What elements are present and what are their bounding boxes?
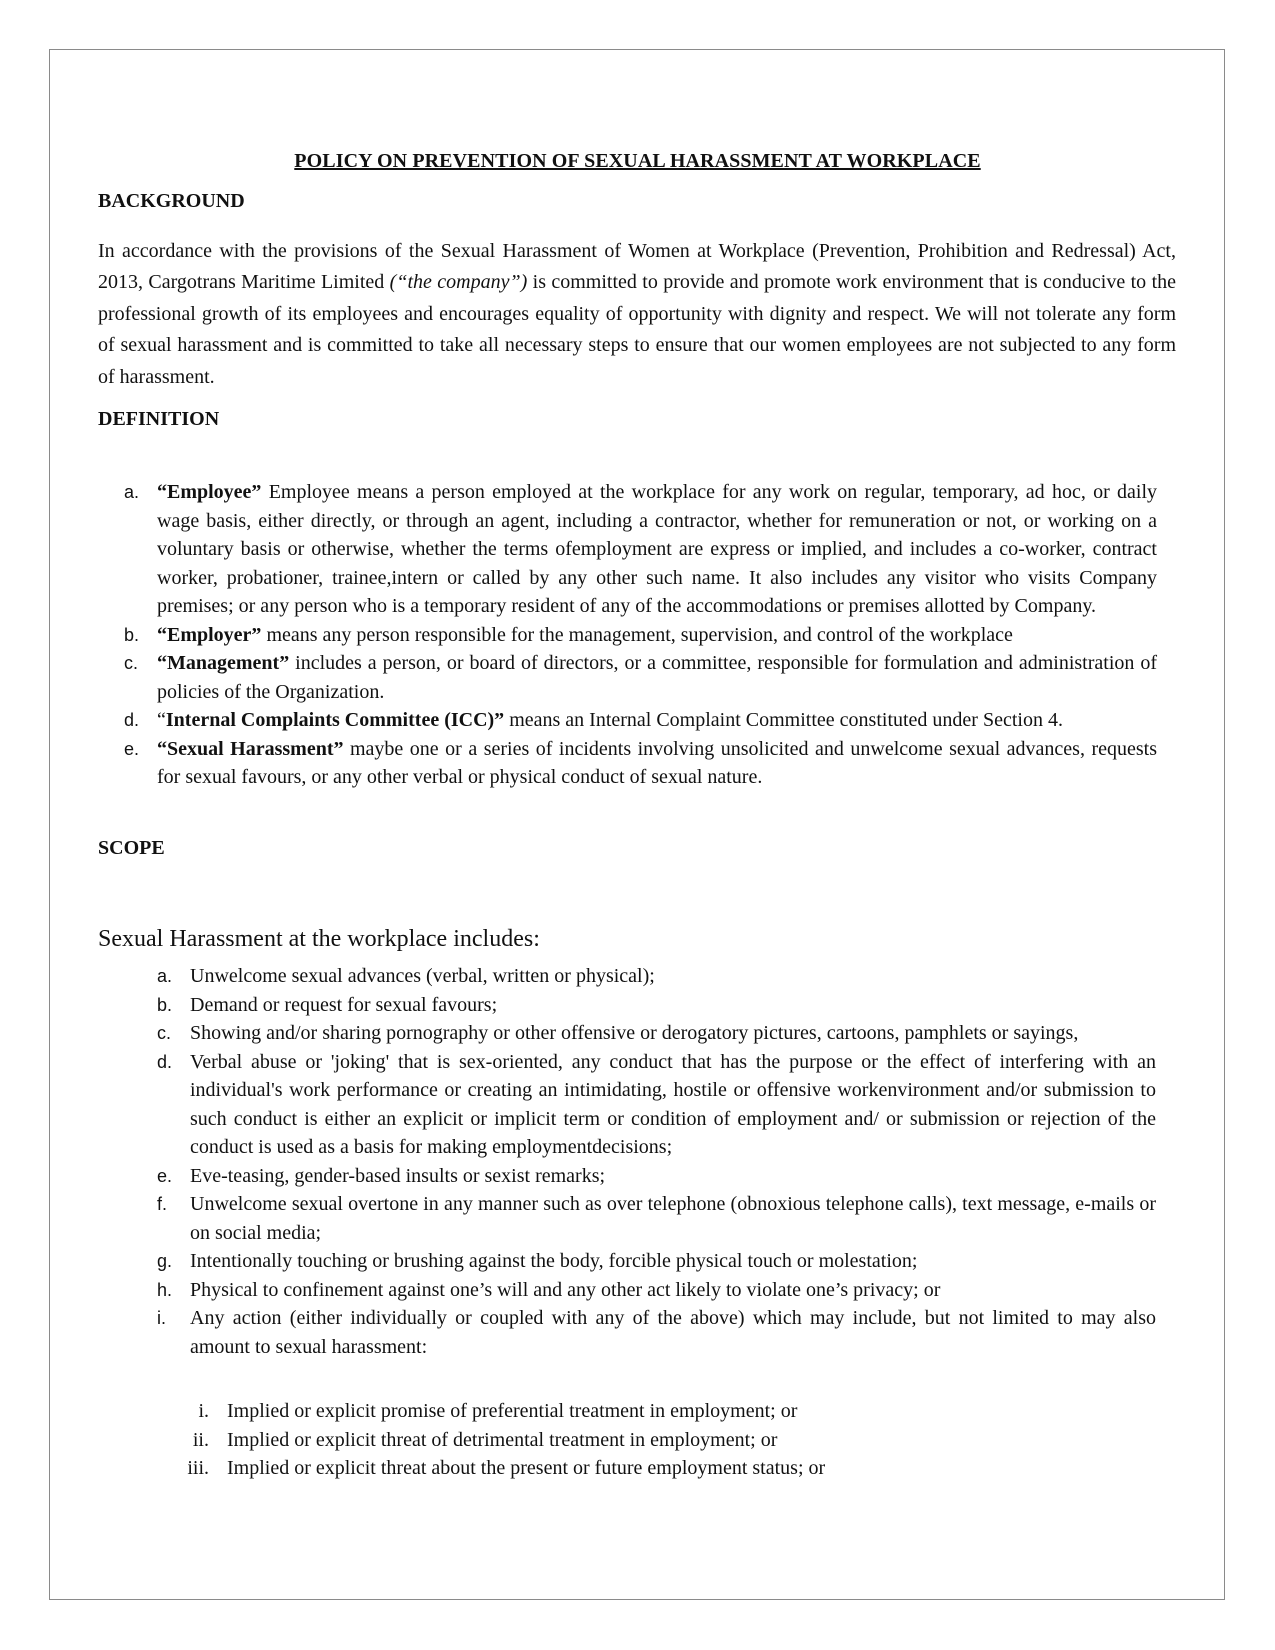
list-item-text: Demand or request for sexual favours; [190,993,498,1016]
definition-list [124,478,1157,792]
list-item [157,991,1156,1020]
list-marker: b. [157,994,173,1015]
list-marker: iii. [187,1457,209,1479]
sub-list-item [198,1397,1157,1426]
definition-item-icc [124,706,1157,735]
term: “Management” [157,652,290,674]
list-item [157,1162,1156,1191]
background-paragraph [98,236,1176,393]
list-item-text: Implied or explicit threat about the present or future employment status; or [227,1457,826,1479]
definition-text: maybe one or a series of incidents involving unsolicited and unwelcome sexual advances, requests for sexual favours, or any other verbal or physical conduct of sexual nature. [157,737,1157,788]
list-item-text: Implied or explicit threat of detrimental treatment in employment; or [227,1428,778,1451]
list-marker: b. [124,624,140,645]
list-item [157,1048,1156,1162]
sub-list-item [192,1426,1157,1455]
list-item-text: Eve-teasing, gender-based insults or sexist remarks; [190,1164,606,1187]
definition-item-management [124,649,1157,706]
list-marker: a. [124,482,140,502]
list-item-text: Unwelcome sexual advances (verbal, written or physical); [190,965,655,987]
term: “Employee” [157,481,262,503]
list-marker: a. [157,966,173,986]
list-item-text: Any action (either individually or coupled with any of the above) which may include, but not limited to may also amount to sexual harassment: [190,1307,1156,1358]
scope-sub-list [187,1397,1157,1483]
list-item-text: Physical to confinement against one’s will and any other act likely to violate one’s privacy; or [190,1278,941,1301]
background-text-start: In accordance with the provisions of the Sexual Harassment of Women at Workplace (Prevention, Prohibition and Redressal) Act, 2013, Cargotrans Maritime Limited [98,240,1176,294]
scope-heading: SCOPE [98,837,165,859]
list-marker: i. [198,1400,209,1422]
list-marker: f. [157,1194,168,1214]
term: “Sexual Harassment” [157,737,344,760]
term: Internal Complaints Committee (ICC)” [165,709,505,731]
list-item-text: Verbal abuse or 'joking' that is sex-oriented, any conduct that has the purpose or the effect of interfering with an individual's work performance or creating an intimidating, hostile or offensive workenvironment and/or submission to such conduct is either an explicit or implicit term or condition of employment and/ or submission or rejection of the conduct is used as a basis for making employmentdecisions; [190,1050,1156,1158]
list-item-text: Implied or explicit promise of preferential treatment in employment; or [227,1400,798,1422]
definition-text: means any person responsible for the management, supervision, and control of the workplace [261,623,1013,646]
term-prefix: “ [157,709,166,731]
list-item [157,962,1156,991]
document-title: POLICY ON PREVENTION OF SEXUAL HARASSMENT AT WORKPLACE [294,150,981,172]
list-item-text: Showing and/or sharing pornography or other offensive or derogatory pictures, cartoons, pamphlets or sayings, [190,1022,1079,1044]
definition-text: includes a person, or board of directors, or a committee, responsible for formulation and administration of policies of the Organization. [157,652,1157,703]
list-marker: h. [157,1279,173,1300]
definition-heading: DEFINITION [98,408,220,430]
background-text-end: is committed to provide and promote work environment that is conducive to the professional growth of its employees and encourages equality of opportunity with dignity and respect. We will not tolerate any form of sexual harassment and is committed to take all necessary steps to ensure that our women employees are not subjected to any form of harassment. [98,271,1177,388]
list-item [157,1019,1156,1048]
list-item [157,1190,1156,1247]
definition-item-employee [124,478,1157,621]
list-marker: d. [124,710,140,730]
list-marker: c. [124,653,139,673]
list-marker: ii. [192,1428,209,1451]
list-item-text: Unwelcome sexual overtone in any manner such as over telephone (obnoxious telephone calls), text message, e-mails or on social media; [190,1193,1156,1244]
list-marker: i. [157,1308,166,1328]
term: “Employer” [157,623,262,646]
definition-text: means an Internal Complaint Committee constituted under Section 4. [504,709,1063,731]
list-item [157,1276,1156,1305]
scope-list [157,962,1156,1361]
definition-item-employer [124,621,1157,650]
scope-intro: Sexual Harassment at the workplace includes: [98,926,540,952]
company-alias: (“the company”) [389,271,528,294]
list-marker: d. [157,1051,173,1072]
list-item [157,1247,1156,1276]
list-marker: e. [157,1165,173,1186]
definition-item-sexual-harassment [124,735,1157,792]
background-heading: BACKGROUND [98,190,245,212]
list-marker: c. [157,1023,172,1043]
list-marker: g. [157,1251,173,1271]
sub-list-item [187,1454,1157,1483]
definition-text: Employee means a person employed at the workplace for any work on regular, temporary, ad hoc, or daily wage basis, either directly, or through an agent, including a contractor, whether for remuneration or not, or working on a voluntary basis or otherwise, whether the terms ofemployment are express or implied, and includes a co-worker, contract worker, probationer, trainee,intern or called by any other such name. It also includes any visitor who visits Company premises; or any person who is a temporary resident of any of the accommodations or premises allotted by Company. [157,481,1157,617]
list-item-text: Intentionally touching or brushing against the body, forcible physical touch or molestation; [190,1250,918,1272]
list-marker: e. [124,738,140,759]
list-item [157,1304,1156,1361]
